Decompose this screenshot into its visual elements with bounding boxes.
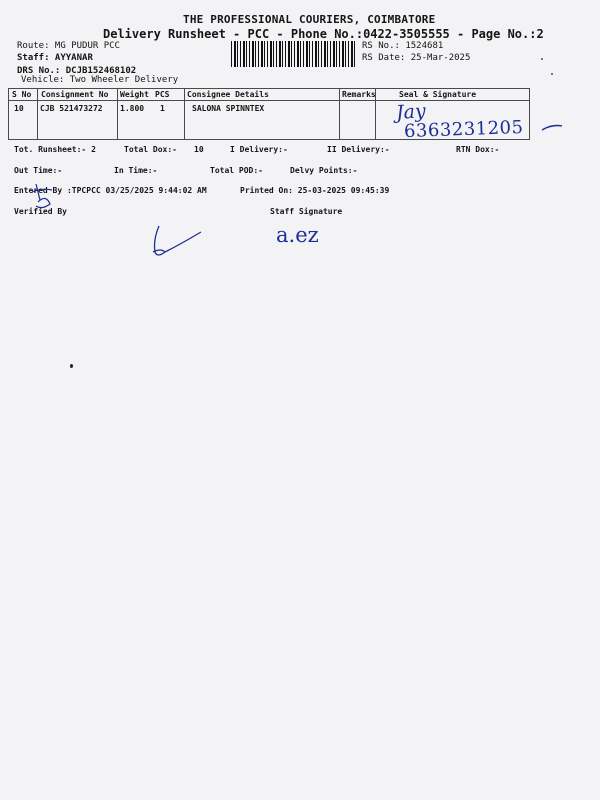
header-sno: S No (12, 90, 32, 99)
row-pcs: 1 (160, 104, 165, 113)
scan-speck (541, 58, 543, 60)
verifier-signature (145, 222, 207, 260)
receiver-phone-handwriting: 6363231205 (403, 116, 524, 143)
column-divider (37, 89, 38, 139)
staff-label: Staff: AYYANAR (17, 53, 93, 63)
staff-signature-handwriting: a.ez (276, 223, 319, 247)
scan-speck (551, 73, 553, 75)
header-pcs: PCS (155, 90, 170, 99)
rtn-dox: RTN Dox:- (456, 145, 500, 154)
total-pod: Total POD:- (210, 166, 263, 175)
printed-on: Printed On: 25-03-2025 09:45:39 (240, 186, 390, 195)
out-time: Out Time:- (14, 166, 63, 175)
header-remarks: Remarks (342, 90, 376, 99)
column-divider (117, 89, 118, 139)
entered-by: Entered By :TPCPCC 03/25/2025 9:44:02 AM (14, 186, 207, 195)
row-consignee: SALONA SPINNTEX (192, 104, 265, 113)
row-weight: 1.800 (120, 104, 145, 113)
ii-delivery: II Delivery:- (327, 145, 390, 154)
header-weight: Weight (120, 90, 149, 99)
receiver-name-handwriting: Jay (395, 99, 427, 125)
total-dox-value: 10 (194, 145, 204, 154)
barcode-image (231, 41, 355, 67)
header-consignee: Consignee Details (187, 90, 269, 99)
tot-runsheet: Tot. Runsheet:- 2 (14, 145, 96, 154)
row-consignment: CJB 521473272 (40, 104, 103, 113)
drs-number: DRS No.: DCJB152468102 (17, 66, 137, 76)
i-delivery: I Delivery:- (230, 145, 288, 154)
vehicle-label: Vehicle: Two Wheeler Delivery (21, 75, 179, 85)
rs-number: RS No.: 1524681 (362, 41, 444, 51)
column-divider (184, 89, 185, 139)
route-label: Route: MG PUDUR PCC (17, 41, 120, 51)
signature-dash-mark (540, 120, 565, 134)
staff-signature-label: Staff Signature (270, 207, 343, 216)
delvy-points: Delvy Points:- (290, 166, 358, 175)
in-time: In Time:- (114, 166, 158, 175)
company-title: THE PROFESSIONAL COURIERS, COIMBATORE (183, 13, 436, 26)
scan-speck (70, 364, 73, 368)
total-dox-label: Total Dox:- (124, 145, 177, 154)
runsheet-subtitle: Delivery Runsheet - PCC - Phone No.:0422-3505555 - Page No.:2 (103, 27, 544, 41)
row-sno: 10 (14, 104, 24, 113)
header-seal-signature: Seal & Signature (399, 90, 477, 99)
column-divider (339, 89, 340, 139)
verified-by-label: Verified By (14, 207, 67, 216)
header-consignment: Consignment No (41, 90, 109, 99)
entered-by-scribble (28, 180, 58, 214)
rs-date: RS Date: 25-Mar-2025 (362, 53, 471, 63)
